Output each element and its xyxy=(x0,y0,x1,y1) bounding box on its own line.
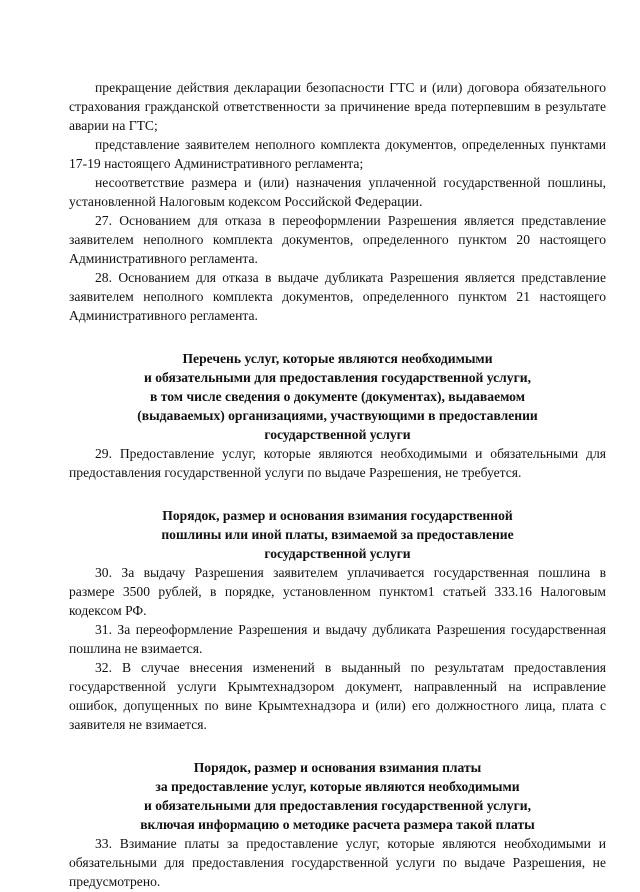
heading-line: в том числе сведения о документе (документах), выдаваемом xyxy=(150,389,525,404)
paragraph-30: 30. За выдачу Разрешения заявителем уплачивается государственная пошлина в размере 3500 рублей, в порядке, установленном пунктом1 статьей 333.16 Налоговым кодексом РФ. xyxy=(69,565,606,618)
paragraph: несоответствие размера и (или) назначения уплаченной государственной пошлины, установленной Налоговым кодексом Российской Федерации. xyxy=(69,175,606,209)
paragraph-28: 28. Основанием для отказа в выдаче дубликата Разрешения является представление заявителем неполного комплекта документов, определенного пунктом 21 настоящего Административного регламента. xyxy=(69,270,606,323)
heading-line: государственной услуги xyxy=(264,546,411,561)
paragraph-29: 29. Предоставление услуг, которые являются необходимыми и обязательными для предоставления государственной услуги по выдаче Разрешения, не требуется. xyxy=(69,446,606,480)
heading-line: Порядок, размер и основания взимания платы xyxy=(193,760,482,775)
document-body xyxy=(69,78,606,891)
paragraph-31: 31. За переоформление Разрешения и выдачу дубликата Разрешения государственная пошлина не взимается. xyxy=(69,622,606,656)
heading-line: Перечень услуг, которые являются необходимыми xyxy=(182,351,493,366)
section-heading-services-list xyxy=(69,349,606,444)
section-heading-state-fee xyxy=(69,506,606,563)
heading-line: государственной услуги xyxy=(264,427,411,442)
paragraph-32: 32. В случае внесения изменений в выданный по результатам предоставления государственной услуги Крымтехнадзором документ, направленный на исправление ошибок, допущенных по вине Крымтехнадзора и (или) его должностного лица, плата с заявителя не взимается. xyxy=(69,660,606,732)
paragraph-33: 33. Взимание платы за предоставление услуг, которые являются необходимыми и обязательными для предоставления государственной услуги по выдаче Разрешения, не предусмотрено. xyxy=(69,836,606,889)
heading-line: Порядок, размер и основания взимания государственной xyxy=(162,508,513,523)
section-heading-service-fee xyxy=(69,758,606,834)
paragraph-27: 27. Основанием для отказа в переоформлении Разрешения является представление заявителем неполного комплекта документов, определенного пунктом 20 настоящего Административного регламента. xyxy=(69,213,606,266)
heading-line: и обязательными для предоставления государственной услуги, xyxy=(144,798,531,813)
heading-line: пошлины или иной платы, взимаемой за предоставление xyxy=(161,527,514,542)
heading-line: включая информацию о методике расчета размера такой платы xyxy=(140,817,535,832)
heading-line: (выдаваемых) организациями, участвующими в предоставлении xyxy=(137,408,538,423)
heading-line: за предоставление услуг, которые являются необходимыми xyxy=(155,779,520,794)
paragraph: представление заявителем неполного комплекта документов, определенных пунктами 17-19 настоящего Административного регламента; xyxy=(69,137,606,171)
heading-line: и обязательными для предоставления государственной услуги, xyxy=(144,370,531,385)
paragraph: прекращение действия декларации безопасности ГТС и (или) договора обязательного страхования гражданской ответственности за причинение вреда потерпевшим в результате аварии на ГТС; xyxy=(69,80,606,133)
